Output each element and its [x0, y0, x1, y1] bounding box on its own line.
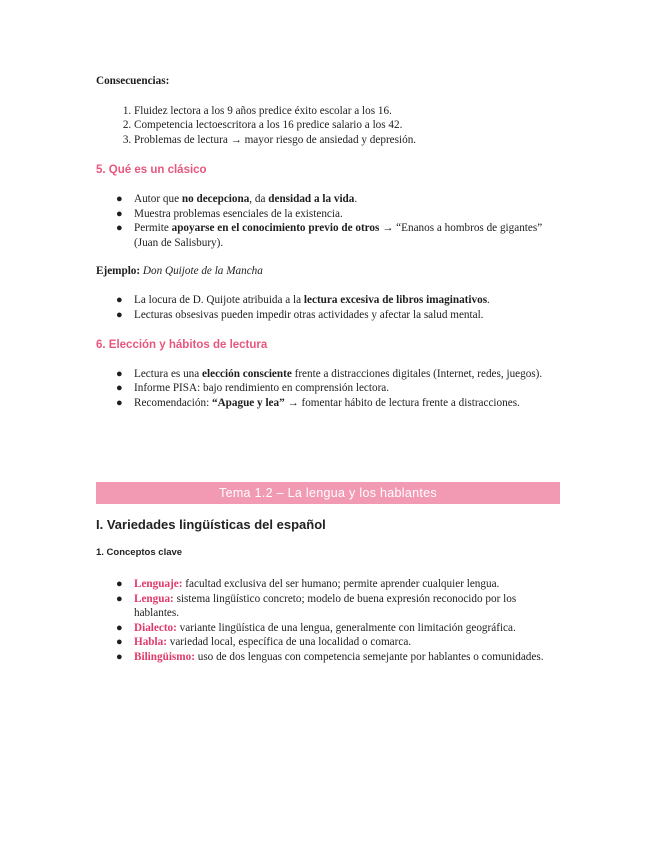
bullet-icon: ●	[116, 650, 123, 663]
bullet-icon: ●	[116, 592, 123, 605]
section-6-list	[96, 367, 560, 411]
bullet-icon: ●	[116, 308, 123, 321]
list-item: ● Recomendación: “Apague y lea” → fomentar hábito de lectura frente a distracciones.	[116, 396, 520, 409]
bullet-icon: ●	[116, 367, 123, 380]
list-item: ● Autor que no decepciona, da densidad a la vida.	[116, 192, 358, 205]
list-item: ● Muestra problemas esenciales de la existencia.	[116, 207, 343, 220]
bullet-icon: ●	[116, 636, 123, 649]
list-item: ● Lengua: sistema lingüístico concreto; modelo de buena expresión reconocido por los hablantes.	[116, 592, 517, 620]
list-item: 2. Competencia lectoescritora a los 16 predice salario a los 42.	[134, 118, 560, 133]
list-item: ● Bilingüismo: uso de dos lenguas con competencia semejante por hablantes o comunidades.	[116, 650, 544, 663]
bullet-icon: ●	[116, 222, 123, 235]
list-item: ● Lenguaje: facultad exclusiva del ser humano; permite aprender cualquier lengua.	[116, 578, 500, 590]
conceptos-list	[96, 577, 560, 665]
section-6-heading: 6. Elección y hábitos de lectura	[96, 339, 268, 352]
bullet-icon: ●	[116, 578, 123, 590]
section-5-list	[96, 192, 560, 250]
list-item: 1. Fluidez lectora a los 9 años predice éxito escolar a los 16.	[134, 104, 560, 119]
bullet-icon: ●	[116, 382, 123, 395]
term: Habla:	[134, 636, 167, 649]
bullet-icon: ●	[116, 207, 123, 220]
term: Lengua:	[134, 592, 174, 605]
subheading-conceptos: 1. Conceptos clave	[96, 547, 183, 558]
section-5-heading: 5. Qué es un clásico	[96, 164, 207, 177]
term: Lenguaje:	[134, 578, 183, 590]
term: Bilingüismo:	[134, 650, 195, 663]
document-body-top	[96, 74, 560, 411]
consecuencias-list	[96, 104, 560, 148]
list-item: ● Permite apoyarse en el conocimiento previo de otros → “Enanos a hombros de gigantes” (Juan de Salisbury).	[116, 222, 543, 249]
list-item: ● La locura de D. Quijote atribuida a la lectura excesiva de libros imaginativos.	[116, 293, 490, 306]
ejemplo-list	[96, 293, 560, 322]
list-item: ● Lectura es una elección consciente frente a distracciones digitales (Internet, redes, juegos).	[116, 367, 543, 380]
tema-banner: Tema 1.2 – La lengua y los hablantes	[96, 482, 560, 504]
ejemplo-title: Don Quijote de la Mancha	[142, 265, 263, 278]
list-item: ● Lecturas obsesivas pueden impedir otras actividades y afectar la salud mental.	[116, 308, 484, 321]
bullet-icon: ●	[116, 293, 123, 306]
bullet-icon: ●	[116, 621, 123, 634]
list-item: 3. Problemas de lectura → mayor riesgo de ansiedad y depresión.	[134, 133, 560, 148]
ejemplo-line	[96, 264, 560, 279]
section-heading-variedades: I. Variedades lingüísticas del español	[96, 517, 326, 532]
list-item: ● Habla: variedad local, específica de una localidad o comarca.	[116, 636, 412, 649]
bullet-icon: ●	[116, 192, 123, 205]
list-item: ● Informe PISA: bajo rendimiento en comprensión lectora.	[116, 382, 390, 395]
consecuencias-label: Consecuencias:	[96, 75, 170, 87]
document-body-bottom	[96, 569, 560, 665]
ejemplo-label: Ejemplo:	[96, 265, 141, 278]
list-item: ● Dialecto: variante lingüística de una lengua, generalmente con limitación geográfica.	[116, 621, 516, 634]
term: Dialecto:	[134, 621, 177, 634]
bullet-icon: ●	[116, 396, 123, 409]
